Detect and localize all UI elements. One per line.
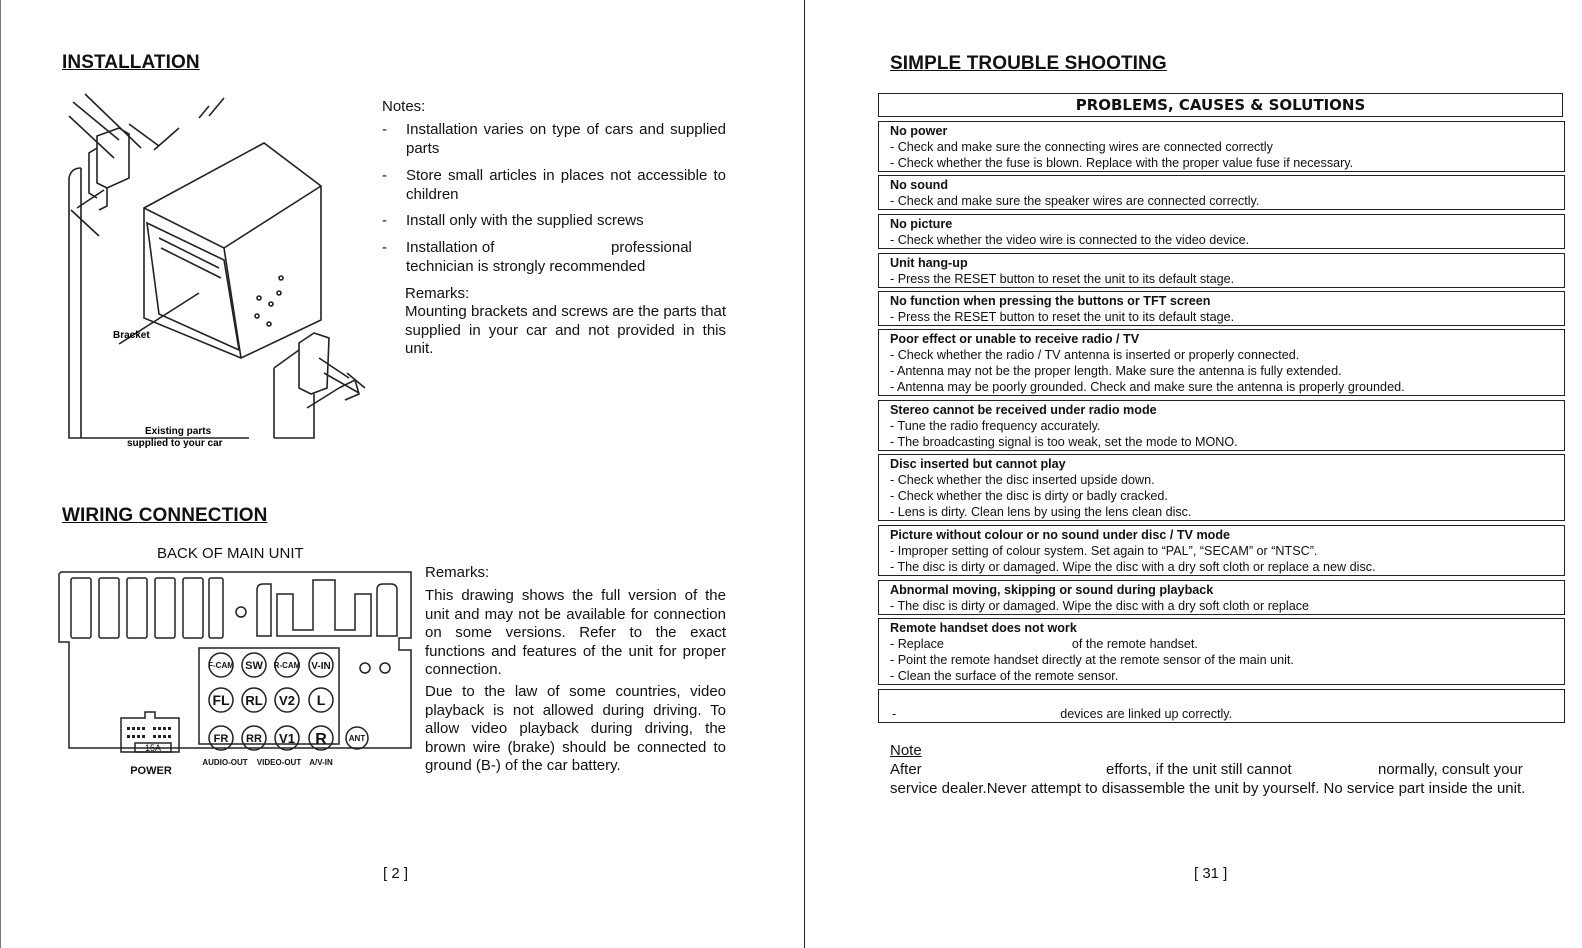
connector-r-cam: R-CAM [273,661,301,670]
note-item: - Store small articles in places not accessible to children [382,167,726,203]
bracket-label: Bracket [113,330,150,341]
right-page [806,0,1582,948]
existing-parts-label-1: Existing parts [145,426,212,437]
audio-out-label: AUDIO-OUT [202,758,248,767]
connector-fr: FR [213,733,229,745]
power-label: POWER [130,765,172,777]
connector-ant: ANT [348,734,366,743]
table-title: PROBLEMS, CAUSES & SOLUTIONS [878,93,1563,117]
installation-remarks-text: Mounting brackets and screws are the parts that supplied in your car and not provided in this unit. [405,303,726,357]
installation-remarks-title: Remarks: [405,285,470,302]
note-text: Store small articles in places not accessible to children [406,167,726,203]
wiring-remarks-p2: Due to the law of some countries, video playback is not allowed during driving. To allow video playback during driving, the brown wire (brake) should be connected to ground (B-) of the car battery. [425,683,726,774]
video-out-label: VIDEO-OUT [256,758,302,767]
note-text-start: Installation of [406,239,495,256]
table-row: No function when pressing the buttons or TFT screen - Press the RESET button to reset the unit to its default stage. [878,291,1565,326]
table-row: - devices are linked up correctly. [878,689,1565,723]
troubleshooting-heading: SIMPLE TROUBLE SHOOTING [890,53,1167,74]
connector-rl: RL [245,693,263,708]
table-row: Disc inserted but cannot play - Check whether the disc inserted upside down. - Check whether the disc is dirty or badly cracked. - Lens is dirty. Clean lens by using the lens clean disc. [878,454,1565,521]
note-text: Install only with the supplied screws [406,212,644,229]
connector-sw: SW [245,660,263,672]
table-row: No picture - Check whether the video wire is connected to the video device. [878,214,1565,249]
connector-v-in: V-IN [311,661,331,672]
table-row: Picture without colour or no sound under disc / TV mode - Improper setting of colour system. Set again to “PAL”, “SECAM” or “NTSC”. - The disc is dirty or damaged. Wipe the disc with a dry soft cloth or replace a new disc. [878,525,1565,576]
fuse-label: 15A [144,743,162,753]
connector-rr: RR [246,733,262,745]
table-row: Poor effect or unable to receive radio / TV - Check whether the radio / TV antenna is inserted or properly connected. - Antenna may not be the proper length. Make sure the antenna is fully extended. - Antenna may be poorly grounded. Check and make sure the antenna is properly grounded. [878,329,1565,396]
connector-fl: FL [212,692,230,708]
connector-l: L [316,692,326,708]
table-row: Unit hang-up - Press the RESET button to reset the unit to its default stage. [878,253,1565,288]
page-number-left: [ 2 ] [383,865,409,882]
connector-f-cam: F-CAM [208,661,234,670]
table-row: No power - Check and make sure the connecting wires are connected correctly - Check whether the fuse is blown. Replace with the proper value fuse if necessary. [878,121,1565,172]
page-number-right: [ 31 ] [1194,865,1228,882]
wiring-diagram [55,570,417,780]
note-item: - Installation varies on type of cars and supplied parts [382,121,726,157]
note-item: - Install only with the supplied screws [382,212,726,232]
installation-heading: INSTALLATION [62,52,200,73]
note-text-end: professional [611,239,692,256]
note-title: Note [890,742,922,759]
table-row: Remote handset does not work - Replace of the remote handset. - Point the remote handset directly at the remote sensor of the main unit. - Clean the surface of the remote sensor. [878,618,1565,685]
wiring-remarks-p1: This drawing shows the full version of the unit and may not be available for connection on some versions. Refer to the exact functions and features of the unit for proper connection. [425,587,726,678]
connector-v2: V2 [279,693,295,708]
table-row: Abnormal moving, skipping or sound during playback - The disc is dirty or damaged. Wipe the disc with a dry soft cloth or replace [878,580,1565,615]
installation-diagram [59,88,375,454]
wiring-heading: WIRING CONNECTION [62,505,268,526]
troubleshooting-note: Note After efforts, if the unit still cannot normally, consult your service dealer.Never attempt to disassemble the unit by yourself. No service part inside the unit. [890,741,1570,798]
wiring-remarks-title: Remarks: [425,564,490,581]
existing-parts-label-2: supplied to your car [127,438,223,449]
connector-v1: V1 [279,731,295,746]
note-text: Installation varies on type of cars and supplied parts [406,121,726,157]
table-row: No sound - Check and make sure the speaker wires are connected correctly. [878,175,1565,210]
notes-title: Notes: [382,98,426,115]
av-in-label: A/V-IN [309,758,333,767]
connector-r: R [315,731,327,748]
note-item: - Installation of professional technician is strongly recommended [382,239,692,275]
back-of-main-unit-caption: BACK OF MAIN UNIT [157,545,304,562]
note-text-line2: technician is strongly recommended [406,257,646,275]
table-row: Stereo cannot be received under radio mode - Tune the radio frequency accurately. - The broadcasting signal is too weak, set the mode to MONO. [878,400,1565,451]
